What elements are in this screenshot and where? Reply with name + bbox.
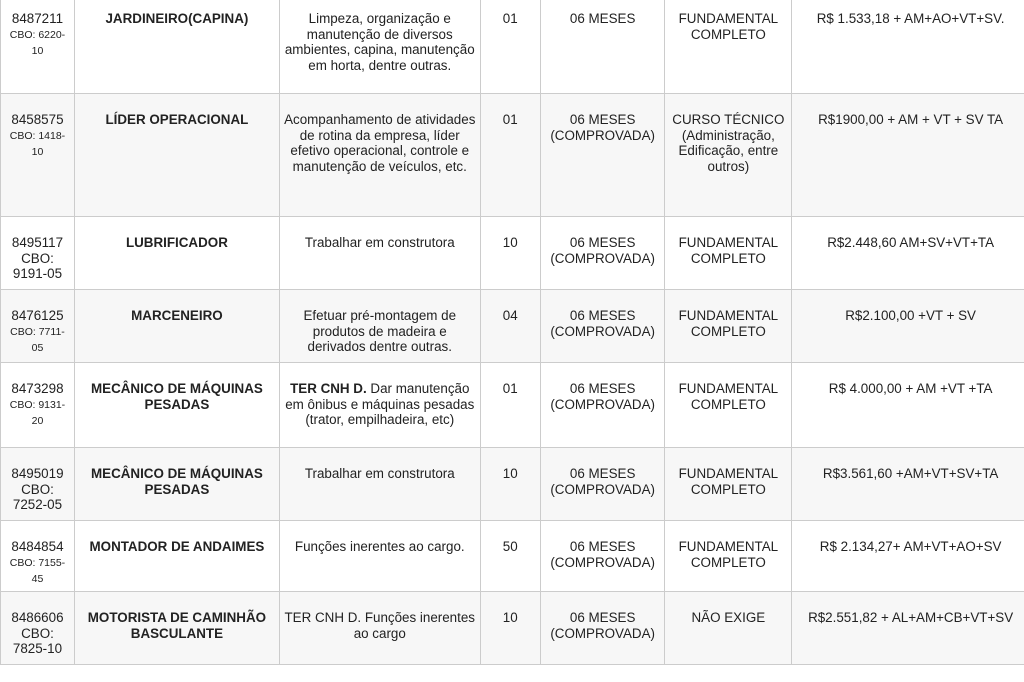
table-row (1, 217, 1024, 290)
job-title: MECÂNICO DE MÁQUINAS PESADAS (74, 363, 279, 448)
required-education: FUNDAMENTAL COMPLETO (665, 290, 792, 363)
table-row (1, 290, 1024, 363)
required-education: NÃO EXIGE (665, 592, 792, 665)
job-description (279, 363, 480, 448)
job-description: Trabalhar em construtora (279, 448, 480, 521)
vacancy-code: 8484854 (11, 539, 64, 554)
job-title: JARDINEIRO(CAPINA) (74, 0, 279, 94)
job-description-text: Dar manutenção em ônibus e máquinas pesadas (trator, empilhadeira, etc) (285, 381, 475, 427)
job-description: Funções inerentes ao cargo. (279, 521, 480, 592)
salary-benefits: R$2.100,00 +VT + SV (792, 290, 1024, 363)
vacancy-code: 8495019 (11, 466, 64, 481)
job-title: MONTADOR DE ANDAIMES (74, 521, 279, 592)
required-experience: 06 MESES (COMPROVADA) (540, 290, 665, 363)
table-row (1, 0, 1024, 94)
required-experience: 06 MESES (COMPROVADA) (540, 94, 665, 217)
vacancy-quantity: 01 (480, 94, 540, 217)
job-title: MECÂNICO DE MÁQUINAS PESADAS (74, 448, 279, 521)
salary-benefits: R$ 1.533,18 + AM+AO+VT+SV. (792, 0, 1024, 94)
job-title: LÍDER OPERACIONAL (74, 94, 279, 217)
salary-benefits: R$2.448,60 AM+SV+VT+TA (792, 217, 1024, 290)
job-description: Trabalhar em construtora (279, 217, 480, 290)
required-experience: 06 MESES (COMPROVADA) (540, 217, 665, 290)
required-education: FUNDAMENTAL COMPLETO (665, 0, 792, 94)
vacancy-quantity: 10 (480, 448, 540, 521)
vacancy-code: 8473298 (11, 381, 64, 396)
cnh-requirement: TER CNH D. (290, 381, 367, 396)
required-experience: 06 MESES (COMPROVADA) (540, 448, 665, 521)
cbo-code: CBO: 7155-45 (9, 556, 66, 585)
required-experience: 06 MESES (540, 0, 665, 94)
vacancy-code: 8487211 (11, 11, 64, 26)
cbo-code: CBO: 9131-20 (9, 398, 66, 427)
vacancy-quantity: 01 (480, 0, 540, 94)
vacancy-code: 8458575 (11, 112, 64, 127)
vacancy-quantity: 01 (480, 363, 540, 448)
salary-benefits: R$ 2.134,27+ AM+VT+AO+SV (792, 521, 1024, 592)
vacancy-quantity: 04 (480, 290, 540, 363)
table-row (1, 448, 1024, 521)
cbo-code: CBO: 9191-05 (12, 250, 63, 281)
cbo-code: CBO: 6220-10 (9, 28, 66, 57)
vacancy-code-cell (1, 290, 75, 363)
salary-benefits: R$ 4.000,00 + AM +VT +TA (792, 363, 1024, 448)
vacancy-code-cell (1, 521, 75, 592)
required-education: FUNDAMENTAL COMPLETO (665, 217, 792, 290)
vacancy-code-cell (1, 448, 75, 521)
salary-benefits: R$3.561,60 +AM+VT+SV+TA (792, 448, 1024, 521)
vacancy-code-cell (1, 363, 75, 448)
vacancy-quantity: 10 (480, 592, 540, 665)
vacancy-code: 8476125 (11, 308, 64, 323)
job-description: Efetuar pré-montagem de produtos de madeira e derivados dentre outras. (279, 290, 480, 363)
vacancy-code-cell (1, 0, 75, 94)
required-education: FUNDAMENTAL COMPLETO (665, 363, 792, 448)
table-row (1, 363, 1024, 448)
required-experience: 06 MESES (COMPROVADA) (540, 592, 665, 665)
job-description: Limpeza, organização e manutenção de diversos ambientes, capina, manutenção em horta, dentre outras. (279, 0, 480, 94)
vacancy-code-cell (1, 94, 75, 217)
table-row (1, 521, 1024, 592)
cbo-code: CBO: 7252-05 (12, 481, 63, 512)
salary-benefits: R$2.551,82 + AL+AM+CB+VT+SV (792, 592, 1024, 665)
job-title: MARCENEIRO (74, 290, 279, 363)
vacancy-code-cell (1, 217, 75, 290)
job-title: MOTORISTA DE CAMINHÃO BASCULANTE (74, 592, 279, 665)
required-education: FUNDAMENTAL COMPLETO (665, 448, 792, 521)
vacancy-quantity: 10 (480, 217, 540, 290)
vacancy-code: 8486606 (11, 610, 64, 625)
cbo-code: CBO: 1418-10 (9, 129, 66, 158)
table-row (1, 94, 1024, 217)
job-description: Acompanhamento de atividades de rotina da empresa, líder efetivo operacional, controle e manutenção de veículos, etc. (279, 94, 480, 217)
required-education: CURSO TÉCNICO (Administração, Edificação, entre outros) (665, 94, 792, 217)
vacancy-quantity: 50 (480, 521, 540, 592)
required-experience: 06 MESES (COMPROVADA) (540, 521, 665, 592)
table-row (1, 592, 1024, 665)
cbo-code: CBO: 7825-10 (12, 625, 63, 656)
job-title: LUBRIFICADOR (74, 217, 279, 290)
job-description: TER CNH D. Funções inerentes ao cargo (279, 592, 480, 665)
cbo-code: CBO: 7711-05 (10, 325, 65, 354)
vacancy-code: 8495117 (11, 235, 64, 250)
salary-benefits: R$1900,00 + AM + VT + SV TA (792, 94, 1024, 217)
vacancy-code-cell (1, 592, 75, 665)
required-experience: 06 MESES (COMPROVADA) (540, 363, 665, 448)
required-education: FUNDAMENTAL COMPLETO (665, 521, 792, 592)
